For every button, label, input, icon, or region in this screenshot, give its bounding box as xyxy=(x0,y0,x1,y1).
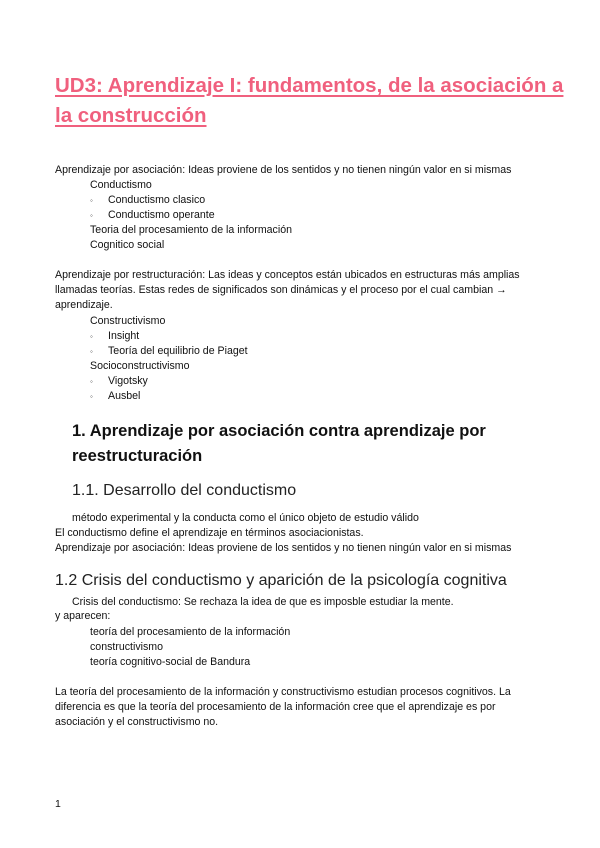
bullet-icon: ◦ xyxy=(90,392,93,401)
conductismo-clasico-item: Conductismo clasico xyxy=(108,194,206,206)
vigotsky-item: Vigotsky xyxy=(108,375,148,387)
document-title-line-2: la construcción xyxy=(55,104,207,127)
closing-line-3: asociación y el constructivismo no. xyxy=(55,716,219,728)
piaget-item: Teoría del equilibrio de Piaget xyxy=(108,345,248,357)
cognitico-social-item: Cognitico social xyxy=(90,239,165,251)
bullet-icon: ◦ xyxy=(90,196,93,205)
section-1-heading-line-2: reestructuración xyxy=(72,447,203,465)
procesamiento-item: teoría del procesamiento de la información xyxy=(90,626,291,638)
conductismo-item: Conductismo xyxy=(90,179,152,191)
bullet-icon: ◦ xyxy=(90,347,93,356)
subsection-1-1-line-1: método experimental y la conducta como el único objeto de estudio válido xyxy=(72,512,419,524)
aparecen-line: y aparecen: xyxy=(55,610,111,622)
bullet-icon: ◦ xyxy=(90,332,93,341)
page-number: 1 xyxy=(55,798,61,810)
ausbel-item: Ausbel xyxy=(108,390,141,402)
subsection-1-2-heading: 1.2 Crisis del conductismo y aparición de la psicología cognitiva xyxy=(55,572,507,589)
reestructuracion-line-2: llamadas teorías. Estas redes de significados son dinámicas y el proceso por el cual cambian → xyxy=(55,284,507,296)
subsection-1-1-line-2: El conductismo define el aprendizaje en términos asociacionistas. xyxy=(55,527,364,539)
bullet-icon: ◦ xyxy=(90,377,93,386)
subsection-1-1-heading: 1.1. Desarrollo del conductismo xyxy=(72,482,297,499)
bullet-icon: ◦ xyxy=(90,211,93,220)
reestructuracion-line-3: aprendizaje. xyxy=(55,299,113,311)
document-title-line-1: UD3: Aprendizaje I: fundamentos, de la asociación a xyxy=(55,74,564,97)
subsection-1-1-line-3: Aprendizaje por asociación: Ideas proviene de los sentidos y no tienen ningún valor en si mismas xyxy=(55,542,512,554)
closing-line-1: La teoría del procesamiento de la información y constructivismo estudian procesos cognitivos. La xyxy=(55,686,511,698)
insight-item: Insight xyxy=(108,330,140,342)
socioconstructivismo-item: Socioconstructivismo xyxy=(90,360,190,372)
conductismo-operante-item: Conductismo operante xyxy=(108,209,215,221)
constructivismo-list-item: constructivismo xyxy=(90,641,163,653)
constructivismo-item: Constructivismo xyxy=(90,315,166,327)
crisis-line: Crisis del conductismo: Se rechaza la idea de que es imposble estudiar la mente. xyxy=(72,596,454,608)
closing-line-2: diferencia es que la teoría del procesamiento de la información cree que el aprendizaje es por xyxy=(55,701,496,713)
reestructuracion-line-1: Aprendizaje por restructuración: Las ideas y conceptos están ubicados en estructuras más amplias xyxy=(55,269,520,281)
teoria-procesamiento-item: Teoria del procesamiento de la información xyxy=(90,224,292,236)
section-1-heading-line-1: 1. Aprendizaje por asociación contra aprendizaje por xyxy=(72,422,486,440)
bandura-item: teoría cognitivo-social de Bandura xyxy=(90,656,251,668)
asociacion-definition: Aprendizaje por asociación: Ideas proviene de los sentidos y no tienen ningún valor en si mismas xyxy=(55,164,512,176)
